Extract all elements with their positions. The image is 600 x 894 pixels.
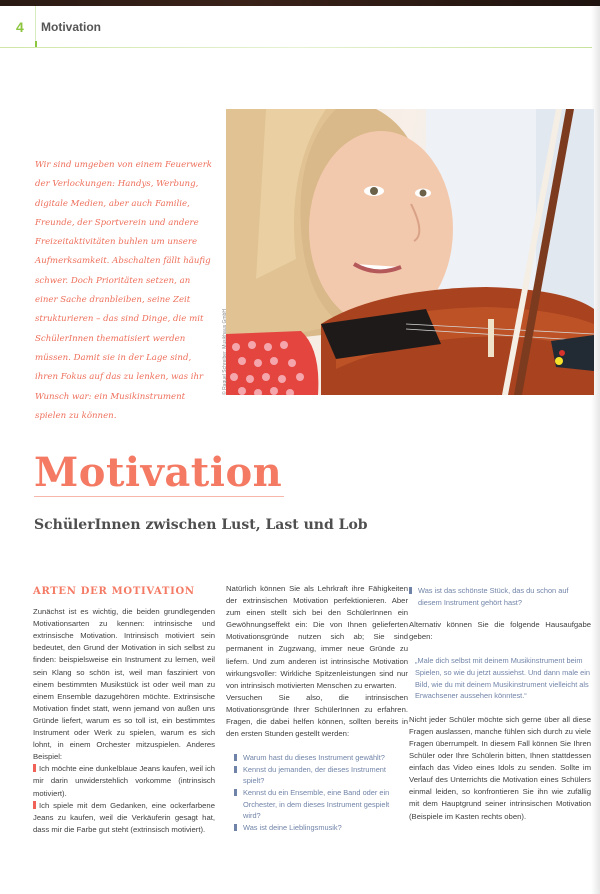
bullet-marker-icon: [234, 824, 237, 831]
question-item: [234, 822, 408, 834]
question-text: Kennst du ein Ensemble, eine Band oder ein Orchester, in dem dieses Instrument gespielt wird?: [243, 788, 390, 821]
example-extrinsic: [33, 800, 215, 836]
bullet-marker-icon: [234, 766, 237, 773]
question-text: Was ist deine Lieblingsmusik?: [243, 822, 342, 832]
column-3: [409, 585, 591, 823]
question-text: Was ist das schönste Stück, das du schon auf diesem Instrument gehört hast?: [418, 586, 569, 607]
bullet-marker-icon: [409, 587, 412, 594]
question-item: [409, 585, 591, 608]
example-text: Ich möchte eine dunkelblaue Jeans kaufen, weil ich mir darin unwiderstehlich vorkomme (intrinsisch motiviert).: [33, 764, 215, 798]
column-2: [226, 583, 408, 833]
questions-intro-paragraph: Versuchen Sie also, die intrinsischen Motivationsgründe Ihrer SchülerInnen zu erfahren. Fragen, die dabei helfen können, sollten bereits in den ersten Stunden gestellt werden:: [226, 692, 408, 739]
question-item: [234, 752, 408, 764]
intro-text: Wir sind umgeben von einem Feuerwerk der Verlockungen: Handys, Werbung, digitale Medien, aber auch Familie, Freunde, der Sportverein und andere Freizeitaktivitäten buhlen um unsere Aufmerksamkeit. Abschalten fällt häufig schwer. Doch Prioritäten setzen, an einer Sache dranbleiben, seine Zeit strukturieren – das sind Dinge, die mit SchülerInnen thematisiert werden müssen. Damit sie in der Lage sind, ihren Fokus auf das zu lenken, was ihr Wunsch war: ein Musikinstrument spielen zu können.: [35, 160, 213, 421]
closing-paragraph: Nicht jeder Schüler möchte sich gerne über all diese Fragen auslassen, manche fühlen sich durch zu viele Fragen überrumpelt. In diesem Fall können Sie Ihren Schüler oder Ihre Schülerin bitten, Ihnen stattdessen einfach das Video eines Idols zu senden. Sollte im Verlauf des Unterrichts die Motivation eines Schülers einmal leiden, so konfrontieren Sie ihn wie zufällig mit dem Hauptgrund seiner intrinsischen Motivation (Beispiele im Kasten rechts oben).: [409, 714, 591, 821]
question-list: [226, 752, 408, 833]
extrinsic-paragraph: Natürlich können Sie als Lehrkraft ihre Fähigkeiten der extrinsischen Motivation perfektionieren. Aber zum einen stellt sich bei den SchülerInnen ein Gewöhnungseffekt ein: Die von Ihnen gelieferten Motivationsgründe nutzen sich ab; Sie sind permanent in Zugzwang, immer neue Gründe zu liefern. Und zum anderen ist intrinsische Motivation wirkungsvoller: Wirkliche Spitzenleistungen sind nur von intrinsisch motivierten Menschen zu erwarten.: [226, 584, 408, 690]
page-number: 4: [16, 19, 24, 35]
question-list-continued: [409, 585, 591, 608]
question-item: [234, 787, 408, 822]
question-item: [234, 764, 408, 787]
homework-quote: „Male dich selbst mit deinem Musikinstrument beim Spielen, so wie du jetzt aussiehst. Und dann male ein Bild, wie du mit deinem Musikinstrument vielleicht als Erwachsener aussehen könntest.“: [415, 656, 591, 701]
running-section-title: Motivation: [41, 20, 101, 34]
running-header: [0, 6, 600, 50]
bullet-marker-icon: [33, 801, 36, 809]
bullet-marker-icon: [234, 789, 237, 796]
example-intrinsic: [33, 763, 215, 799]
page-subtitle: SchülerInnen zwischen Lust, Last und Lob: [34, 517, 368, 533]
question-text: Warum hast du dieses Instrument gewählt?: [243, 753, 385, 763]
homework-intro: Alternativ können Sie die folgende Hausaufgabe geben:: [409, 620, 591, 642]
bullet-marker-icon: [33, 764, 36, 772]
column-1: [33, 586, 215, 836]
photo-credit: © Raquel Schreiber, Musikhaus GmbH: [222, 309, 228, 395]
example-text: Ich spiele mit dem Gedanken, eine ockerfarbene Jeans zu kaufen, weil die Verkäuferin gesagt hat, dass mir die Farbe gut steht (extrinsisch motiviert).: [33, 800, 215, 834]
violin-photo: [226, 109, 594, 395]
bullet-marker-icon: [234, 754, 237, 761]
title-underline: [34, 496, 284, 497]
header-rule: [0, 47, 592, 48]
types-of-motivation-paragraph: Zunächst ist es wichtig, die beiden grundlegenden Motivationsarten zu kennen: intrinsische und extrinsische Motivation. Intrinsisch motiviert sein bedeutet, den Grund der Motivation in sich selbst zu finden: beispielsweise ein Instrument zu lernen, weil sein Klang so schön ist, weil man fasziniert von einem bestimmten Musikstück ist oder weil man zu einem Ensemble dazugehören möchte. Extrinsische Motivation findet statt, wenn jemand von außen uns Gründe liefert, warum es so toll ist, ein bestimmtes Instrument oder Werk zu spielen, warum es sich lohnt, in einem Orchester mitzuspielen. Anderes Beispiel:: [33, 607, 215, 762]
section-heading: ARTEN DER MOTIVATION: [33, 586, 195, 597]
question-text: Kennst du jemanden, der dieses Instrument spielt?: [243, 764, 386, 786]
page-title: Motivation: [34, 449, 283, 496]
girl-with-violin-illustration: [226, 109, 594, 395]
header-divider: [35, 6, 36, 46]
